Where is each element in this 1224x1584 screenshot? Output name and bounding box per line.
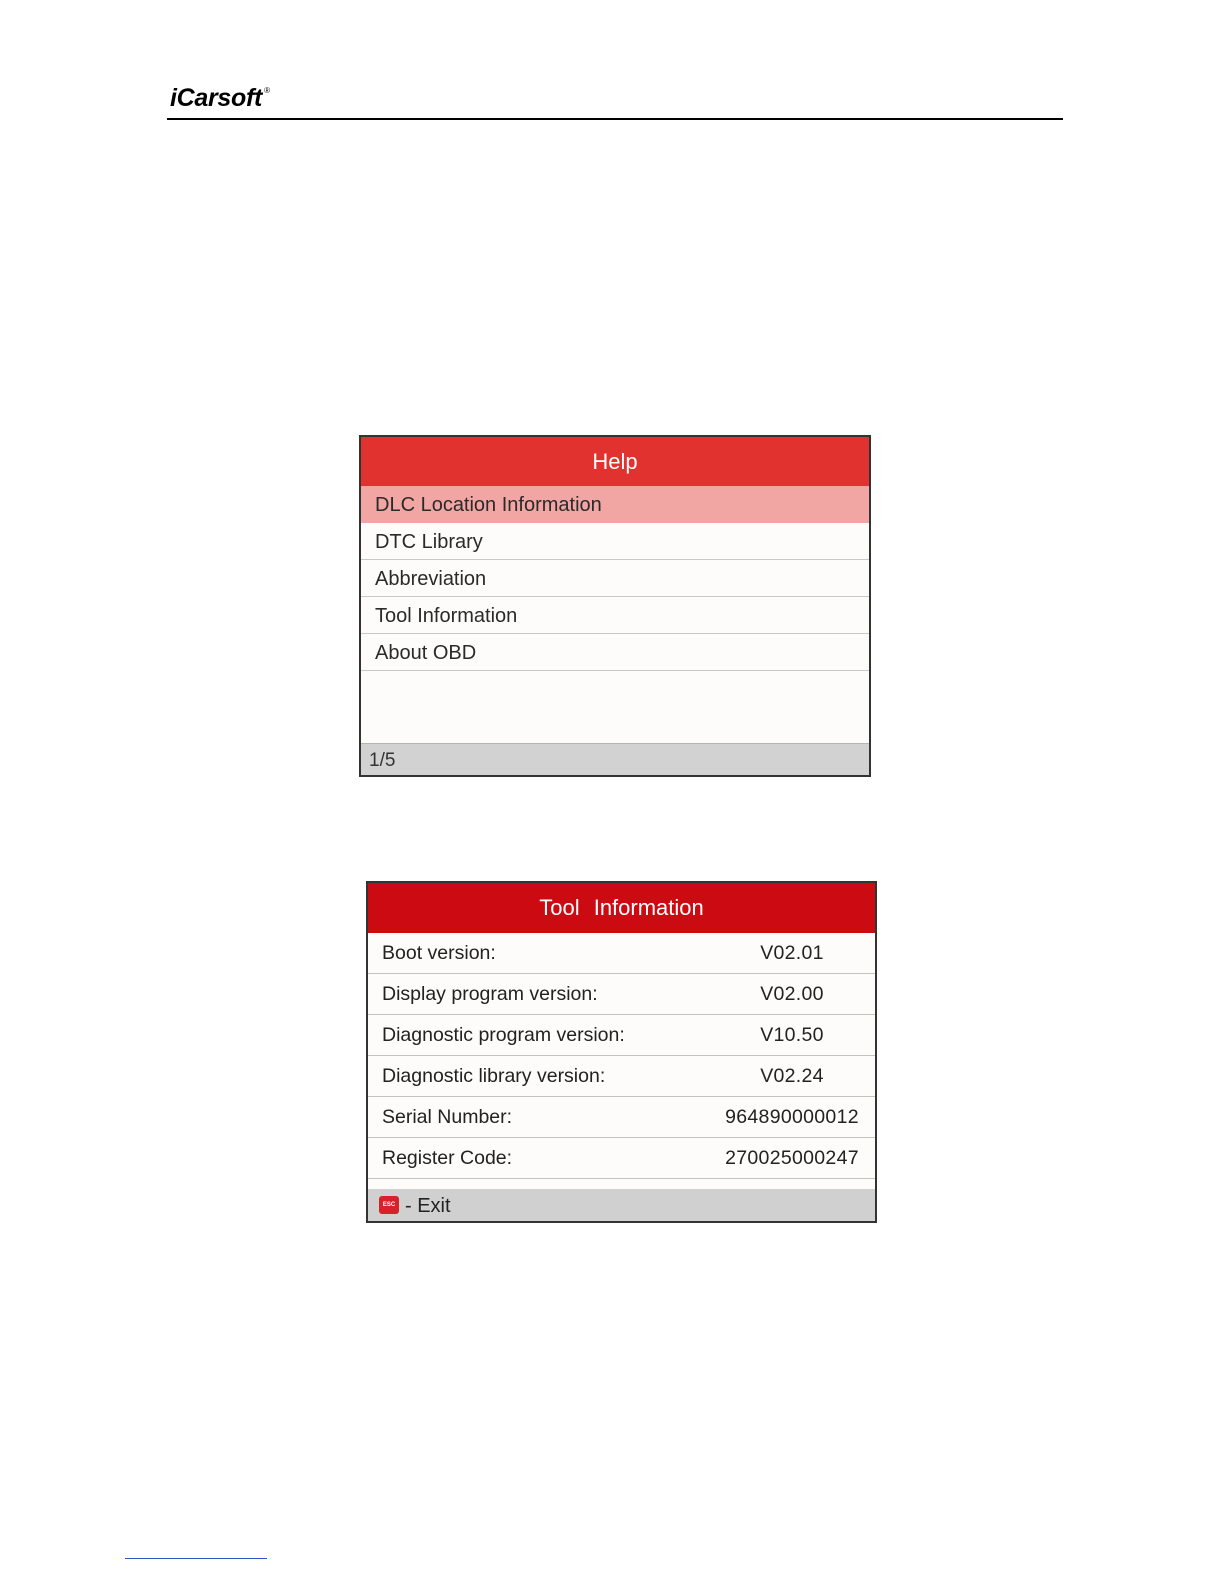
info-label: Diagnostic library version: bbox=[382, 1065, 606, 1087]
info-value: V10.50 bbox=[760, 1024, 824, 1046]
info-row-boot-version bbox=[368, 933, 875, 974]
help-item-abbreviation[interactable]: Abbreviation bbox=[361, 560, 869, 597]
info-row-register-code bbox=[368, 1138, 875, 1179]
info-row-diagnostic-program-version bbox=[368, 1015, 875, 1056]
info-row-display-program-version bbox=[368, 974, 875, 1015]
help-item-about-obd[interactable]: About OBD bbox=[361, 634, 869, 671]
info-value: V02.00 bbox=[760, 983, 824, 1005]
info-value: 964890000012 bbox=[725, 1106, 859, 1128]
help-title: Help bbox=[361, 437, 869, 486]
info-label: Register Code: bbox=[382, 1147, 513, 1169]
brand-name: iCarsoft bbox=[170, 84, 263, 112]
info-label: Serial Number: bbox=[382, 1106, 513, 1128]
tool-info-table bbox=[368, 933, 875, 1179]
help-item-tool-information[interactable]: Tool Information bbox=[361, 597, 869, 634]
footnote-rule bbox=[125, 1558, 267, 1559]
exit-hint: - Exit bbox=[405, 1195, 451, 1217]
help-item-dlc-location[interactable]: DLC Location Information bbox=[361, 486, 869, 523]
help-screen bbox=[359, 435, 871, 777]
info-value: V02.24 bbox=[760, 1065, 824, 1087]
tool-information-screen bbox=[366, 881, 877, 1223]
info-value: V02.01 bbox=[760, 942, 824, 964]
tool-information-title: Tool Information bbox=[368, 883, 875, 933]
info-value: 270025000247 bbox=[725, 1147, 859, 1169]
tool-footer bbox=[368, 1189, 875, 1221]
esc-key-icon[interactable]: ESC bbox=[379, 1196, 399, 1214]
info-label: Boot version: bbox=[382, 942, 496, 964]
info-label: Diagnostic program version: bbox=[382, 1024, 625, 1046]
info-label: Display program version: bbox=[382, 983, 598, 1005]
help-menu bbox=[361, 486, 869, 671]
info-row-serial-number bbox=[368, 1097, 875, 1138]
help-item-dtc-library[interactable]: DTC Library bbox=[361, 523, 869, 560]
page-header bbox=[167, 80, 1063, 120]
page-indicator: 1/5 bbox=[361, 743, 869, 775]
info-row-diagnostic-library-version bbox=[368, 1056, 875, 1097]
registered-mark: ® bbox=[264, 86, 270, 95]
brand-logo bbox=[170, 84, 270, 113]
